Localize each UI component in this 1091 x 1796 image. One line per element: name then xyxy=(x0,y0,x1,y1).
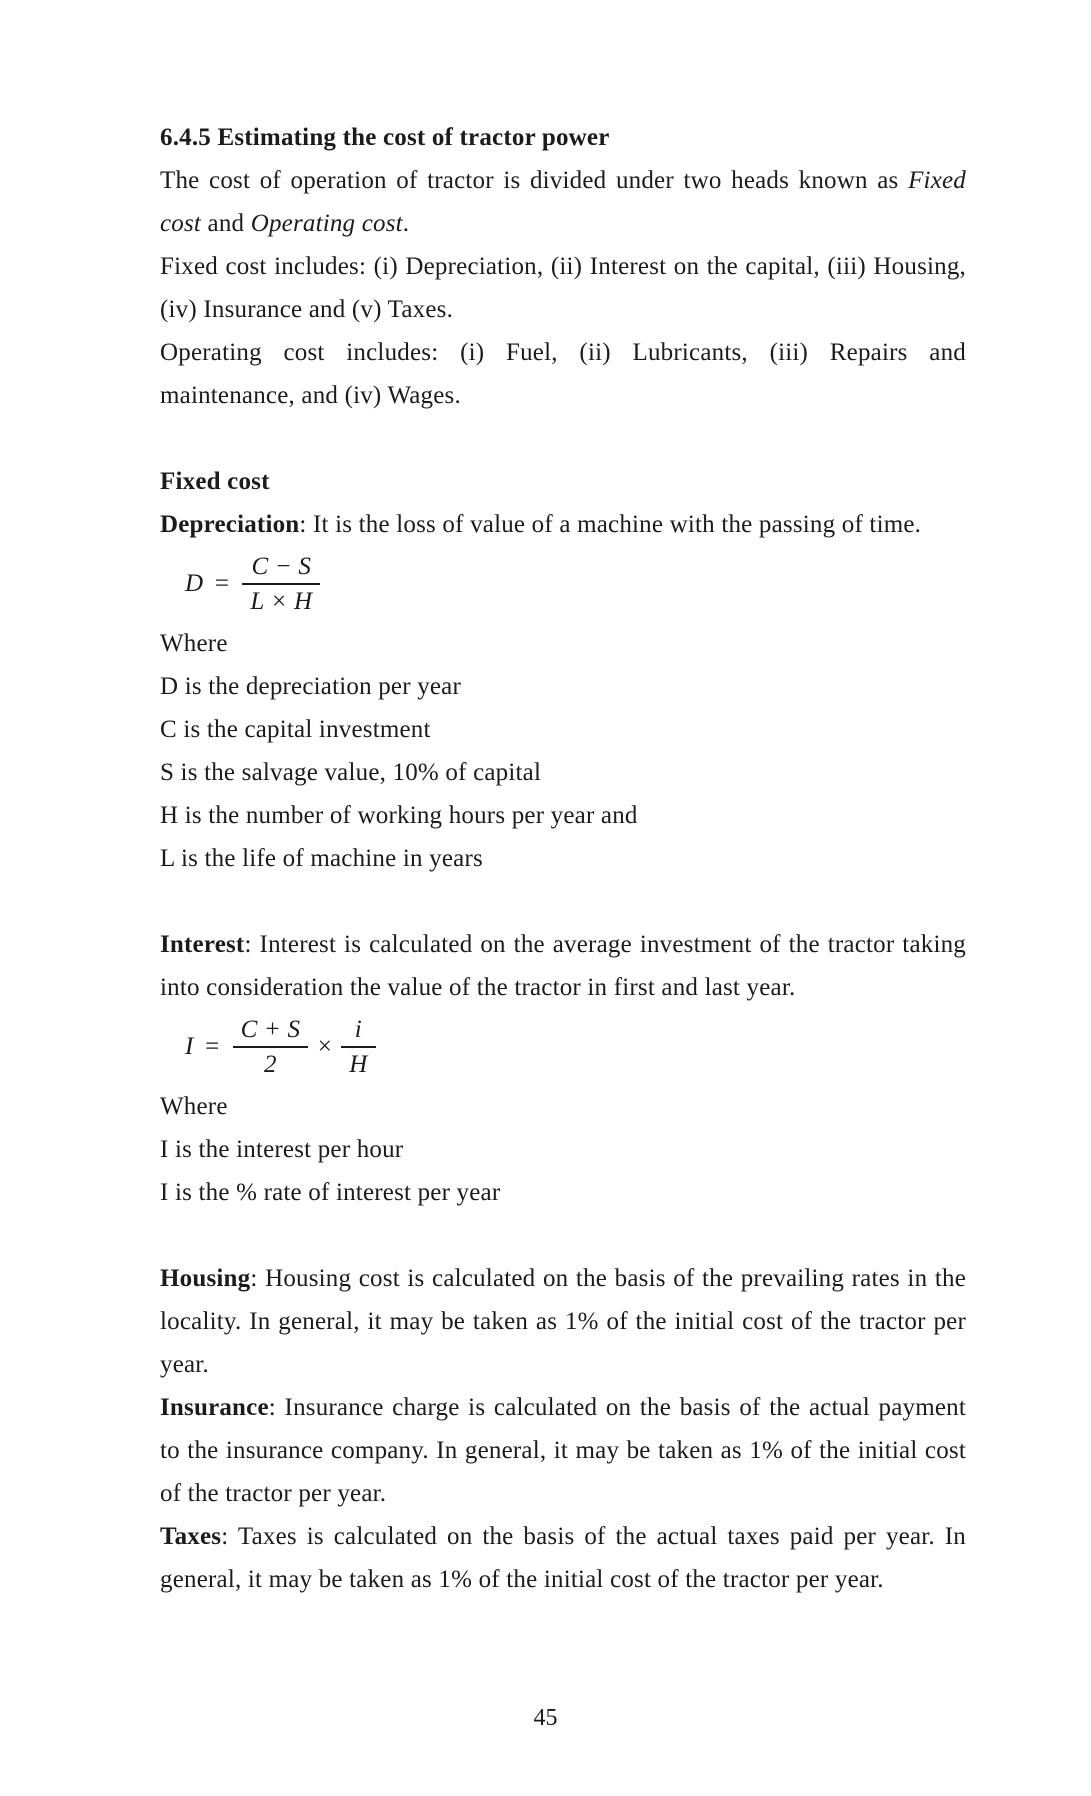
intro-italic-fixed-cost: Fixed cost xyxy=(160,167,966,237)
multiplication-sign: × xyxy=(316,1033,334,1060)
intro-text-1: The cost of operation of tractor is divided under two heads known as xyxy=(160,167,909,194)
insurance-definition: : Insurance charge is calculated on the basis of the actual payment to the insurance company. In general, it may be taken as 1% of the initial cost of the tractor per year. xyxy=(160,1394,966,1507)
definition-line-c: C is the capital investment xyxy=(160,716,431,743)
interest-term: Interest xyxy=(160,931,245,958)
section-heading: 6.4.5 Estimating the cost of tractor power xyxy=(160,124,610,151)
depreciation-paragraph xyxy=(160,503,966,546)
fraction-denominator: L × H xyxy=(250,588,313,615)
taxes-paragraph xyxy=(160,1515,966,1601)
where-label-2: Where xyxy=(160,1093,228,1120)
where-label-1: Where xyxy=(160,630,228,657)
fraction-numerator: C − S xyxy=(242,551,320,585)
fixed-cost-includes-paragraph: Fixed cost includes: (i) Depreciation, (ii) Interest on the capital, (iii) Housing, (iv) Insurance and (v) Taxes. xyxy=(160,253,966,323)
fraction-numerator: i xyxy=(341,1014,375,1048)
formula-lhs-d: D xyxy=(185,570,204,597)
fraction xyxy=(341,1014,375,1080)
page-content xyxy=(160,116,966,1601)
intro-paragraph xyxy=(160,159,966,245)
fraction xyxy=(233,1014,309,1080)
depreciation-definition: : It is the loss of value of a machine with the passing of time. xyxy=(299,511,922,538)
definition-line-d: D is the depreciation per year xyxy=(160,673,462,700)
insurance-paragraph xyxy=(160,1386,966,1515)
fraction-denominator: H xyxy=(349,1051,368,1078)
insurance-term: Insurance xyxy=(160,1394,269,1421)
fraction-numerator: C + S xyxy=(233,1014,309,1048)
depreciation-formula xyxy=(185,551,320,617)
definition-line-s: S is the salvage value, 10% of capital xyxy=(160,759,542,786)
fixed-cost-subheading: Fixed cost xyxy=(160,468,270,495)
intro-text-3: . xyxy=(402,210,410,237)
equals-sign: = xyxy=(203,1033,221,1060)
interest-formula xyxy=(185,1014,376,1080)
fraction-denominator: 2 xyxy=(264,1051,277,1078)
interest-definition: : Interest is calculated on the average investment of the tractor taking into consideration the value of the tractor in first and last year. xyxy=(160,931,966,1001)
fraction xyxy=(242,551,320,617)
definition-line-i-hour: I is the interest per hour xyxy=(160,1136,404,1163)
definition-line-i-rate: I is the % rate of interest per year xyxy=(160,1179,501,1206)
housing-definition: : Housing cost is calculated on the basis of the prevailing rates in the locality. In general, it may be taken as 1% of the initial cost of the tractor per year. xyxy=(160,1265,966,1378)
taxes-term: Taxes xyxy=(160,1523,222,1550)
formula-lhs-i: I xyxy=(185,1033,194,1060)
interest-paragraph xyxy=(160,923,966,1009)
intro-italic-operating-cost: Operating cost xyxy=(250,210,403,237)
housing-term: Housing xyxy=(160,1265,251,1292)
taxes-definition: : Taxes is calculated on the basis of the actual taxes paid per year. In general, it may be taken as 1% of the initial cost of the tractor per year. xyxy=(160,1523,966,1593)
housing-paragraph xyxy=(160,1257,966,1386)
page-number: 45 xyxy=(533,1705,558,1731)
intro-text-2: and xyxy=(201,210,251,237)
depreciation-term: Depreciation xyxy=(160,511,300,538)
definition-line-h: H is the number of working hours per year and xyxy=(160,802,638,829)
operating-cost-includes-paragraph: Operating cost includes: (i) Fuel, (ii) Lubricants, (iii) Repairs and maintenance, and (iv) Wages. xyxy=(160,339,966,409)
definition-line-l: L is the life of machine in years xyxy=(160,845,483,872)
equals-sign: = xyxy=(213,570,231,597)
